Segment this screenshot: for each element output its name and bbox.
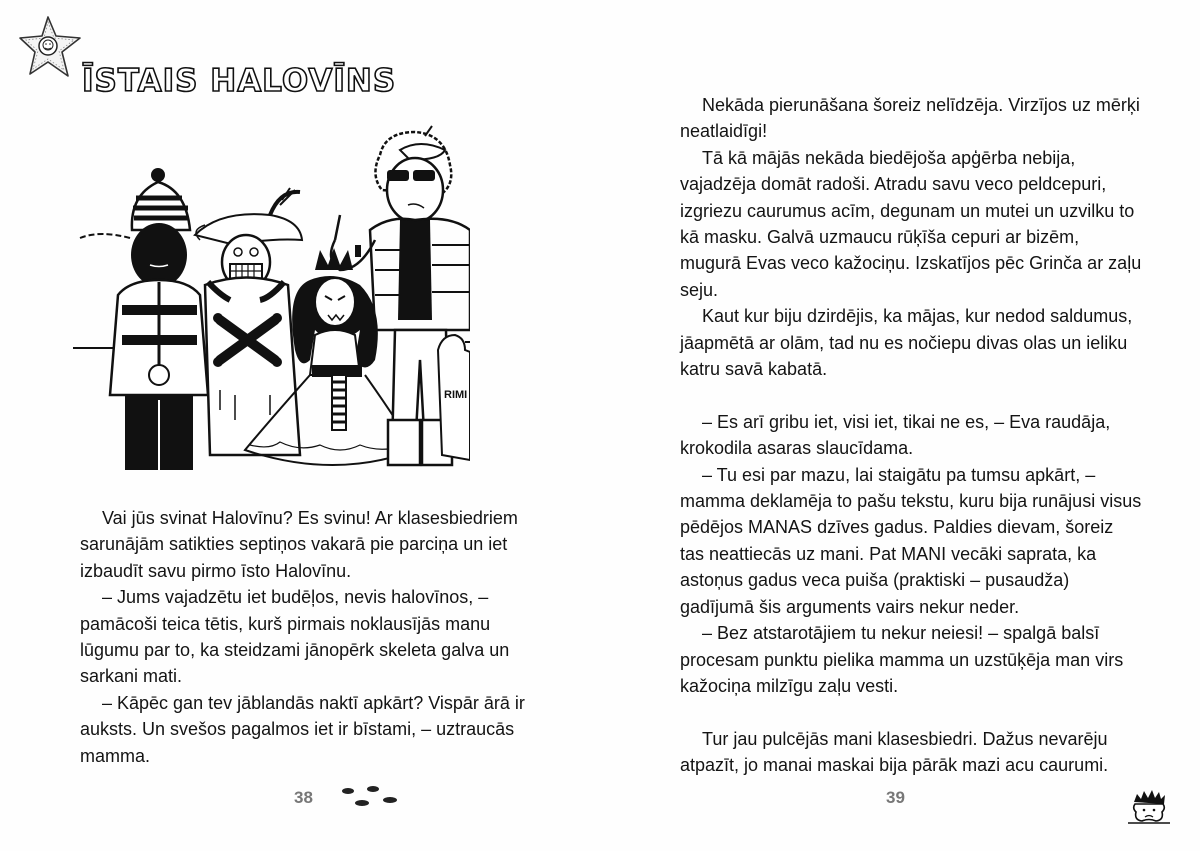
paragraph: – Es arī gribu iet, visi iet, tikai ne es, – Eva raudāja, krokodila asaras slaucīdama.	[680, 411, 1111, 459]
right-page-text	[680, 92, 1142, 779]
figure-grinch-kid	[80, 168, 208, 470]
chapter-title: ĪSTAIS HALOVĪNS	[82, 63, 397, 99]
left-page-text	[80, 505, 542, 769]
paragraph: Tā kā mājās nekāda biedējoša apģērba nebija, vajadzēja domāt radoši. Atradu savu veco peldcepuri, izgriezu caurumus acīm, degunam un mutei un uzvilku to kā masku. Galvā uzmaucu rūķīša cepuri ar bizēm, mugurā Evas veco kažociņu. Izskatījos pēc Grinča ar zaļu seju.	[680, 147, 1142, 300]
figure-skeleton	[195, 188, 302, 455]
paragraph: Tur jau pulcējās mani klasesbiedri. Dažus nevarēju atpazīt, jo manai maskai bija pārāk mazi acu caurumi.	[680, 728, 1109, 776]
paragraph: Vai jūs svinat Halovīnu? Es svinu! Ar klasesbiedriem sarunājām satikties septiņos vakarā pie parciņa un iet izbaudīt savu pirmo īsto Halovīnu.	[80, 508, 518, 581]
page-number: 39	[886, 788, 905, 807]
bag-label: RIMI	[444, 389, 468, 401]
paragraph: Kaut kur biju dzirdējis, ka mājas, kur nedod saldumus, jāapmētā ar olām, tad nu es nočiepu divas olas un ieliku katru savā kabatā.	[680, 306, 1133, 380]
star-face-icon	[18, 14, 90, 84]
halloween-costumes-illustration	[70, 120, 470, 480]
footprints-icon	[340, 784, 402, 810]
rimi-bag	[438, 335, 470, 460]
paragraph: Nekāda pierunāšana šoreiz nelīdzēja. Virzījos uz mērķi neatlaidīgi!	[680, 95, 1140, 142]
boy-face-icon	[1128, 788, 1170, 824]
page-number: 38	[294, 788, 313, 807]
paragraph: – Jums vajadzētu iet budēļos, nevis halovīnos, – pamācoši teica tētis, kurš pirmais noklausījās manu lūgumu par to, ka steidzami jānopērk skeleta galva un sarkani mati.	[80, 587, 510, 687]
right-page	[600, 0, 1200, 851]
paragraph: – Bez atstarotājiem tu nekur neiesi! – spalgā balsī procesam punktu pielika mamma un uzstūķēja man virs kažociņa milzīgu zaļu vesti.	[680, 623, 1124, 696]
paragraph: – Tu esi par mazu, lai staigātu pa tumsu apkārt, – mamma deklamēja to pašu tekstu, kuru bija runājusi visus pēdējos MANAS dzīves gadus. Paldies dievam, šoreiz tas neattiecās uz mani. Pat MANI vecāki saprata, ka astoņus gadus veca puiša (praktiski – pusaudža) gadījumā šis arguments vairs nekur neder.	[680, 464, 1142, 617]
paragraph: – Kāpēc gan tev jāblandās naktī apkārt? Vispār ārā ir auksts. Un svešos pagalmos iet ir bīstami, – uztraucās mamma.	[80, 692, 525, 766]
